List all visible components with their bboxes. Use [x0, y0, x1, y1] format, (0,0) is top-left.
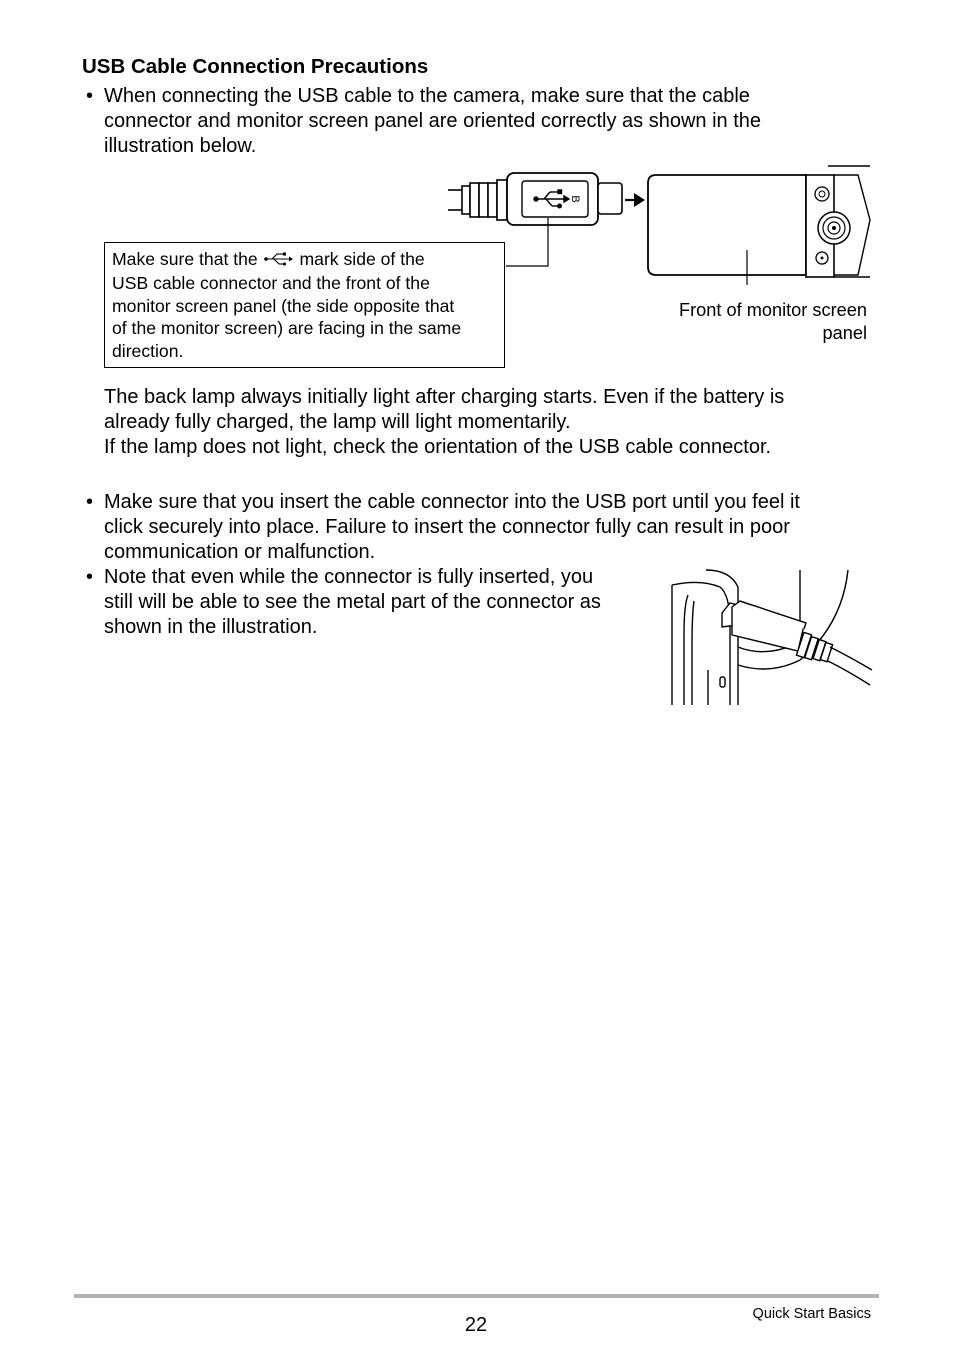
callout-line: USB cable connector and the front of the: [112, 272, 430, 293]
bullet2-text: [104, 490, 894, 565]
cable-strain-relief: [448, 180, 507, 220]
bullet-marker: •: [86, 566, 94, 588]
bullet1-line: connector and monitor screen panel are oriented correctly as shown in the: [104, 110, 762, 132]
inserted-connector-illustration: [660, 565, 875, 710]
panel-port-top: [815, 187, 829, 201]
footer-rule: [74, 1294, 879, 1298]
lamp-note: [104, 385, 894, 460]
lamp-note-line: If the lamp does not light, check the orientation of the USB cable connector.: [104, 436, 772, 458]
lamp-note-line: already fully charged, the lamp will light momentarily.: [104, 411, 571, 433]
front-label-line: panel: [822, 323, 867, 343]
bullet1-line: illustration below.: [104, 135, 257, 157]
footer-section-name: Quick Start Basics: [752, 1306, 871, 1322]
callout-text: mark side of the: [299, 249, 425, 269]
bullet2-line: communication or malfunction.: [104, 541, 376, 563]
arrow-right-icon: [625, 193, 645, 207]
section-heading: USB Cable Connection Precautions: [82, 55, 429, 78]
bullet1-text: [104, 84, 884, 159]
bullet2-line: click securely into place. Failure to insert the connector fully can result in poor: [104, 516, 790, 538]
callout-box: [104, 242, 505, 368]
usb-icon: [263, 249, 295, 272]
callout-line: of the monitor screen) are facing in the same: [112, 318, 462, 339]
connector-plug: [598, 183, 622, 214]
connector-letter: B: [569, 195, 582, 203]
usb-connector-illustration: [440, 160, 880, 285]
callout-line: direction.: [112, 341, 184, 362]
front-of-panel-label: [640, 299, 867, 345]
bullet3-line: Note that even while the connector is fully inserted, you: [104, 566, 594, 588]
lamp-note-line: The back lamp always initially light after charging starts. Even if the battery is: [104, 386, 785, 408]
bullet3-line: shown in the illustration.: [104, 616, 318, 638]
callout-line: monitor screen panel (the side opposite that: [112, 295, 455, 316]
callout-first-line: [112, 248, 497, 272]
page-number: 22: [464, 1314, 488, 1336]
bullet-marker: •: [86, 491, 94, 513]
front-label-line: Front of monitor screen: [678, 300, 867, 320]
callout-text: Make sure that the: [112, 249, 258, 269]
bullet3-line: still will be able to see the metal part of the connector as: [104, 591, 601, 613]
usb-cable: [828, 647, 872, 685]
bullet1-line: When connecting the USB cable to the camera, make sure that the cable: [104, 85, 750, 107]
bullet3-text: [104, 565, 649, 640]
bullet-marker: •: [86, 85, 94, 107]
bullet2-line: Make sure that you insert the cable connector into the USB port until you feel it: [104, 491, 800, 513]
monitor-screen-panel: [648, 175, 806, 275]
